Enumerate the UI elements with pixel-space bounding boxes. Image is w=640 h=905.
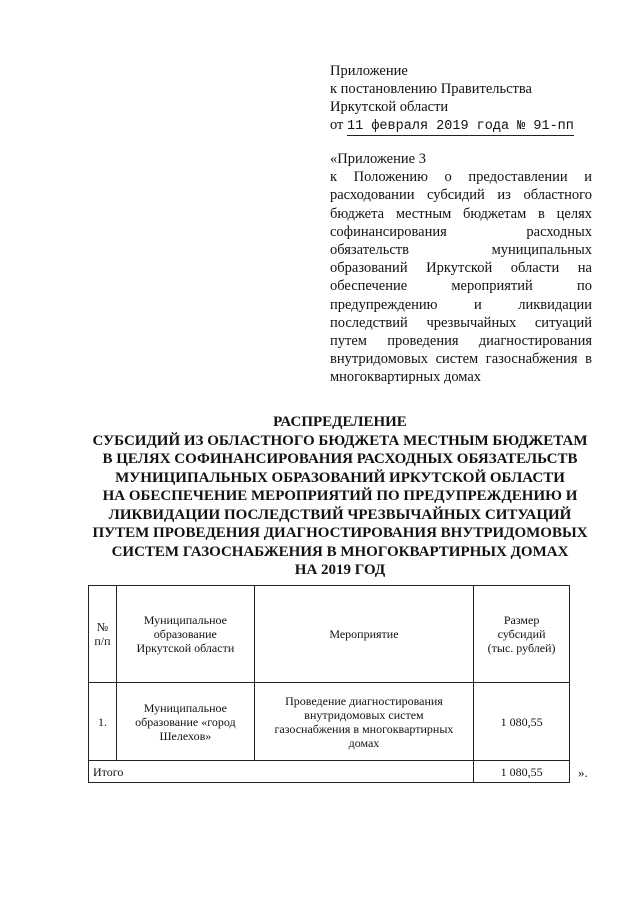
title-line: В ЦЕЛЯХ СОФИНАНСИРОВАНИЯ РАСХОДНЫХ ОБЯЗАТЕЛЬСТВ — [102, 451, 578, 467]
header-amount-line: Размер — [503, 613, 540, 627]
total-amount: 1 080,55 — [474, 761, 570, 783]
header-num-line: п/п — [94, 634, 111, 648]
row-activity-line: внутридомовых систем — [304, 707, 424, 722]
header-municipality-line: Иркутской области — [136, 641, 235, 655]
row-amount: 1 080,55 — [474, 683, 570, 761]
appendix-line: путем проведения диагностирования — [330, 332, 592, 349]
row-activity-line: газоснабжения в многоквартирных — [274, 721, 454, 736]
header-municipality-line: образование — [153, 627, 217, 641]
appendix-line: софинансирования расходных — [330, 223, 592, 240]
header-amount — [474, 586, 570, 683]
header-amount-line: субсидий — [497, 627, 546, 641]
row-activity-line: Проведение диагностирования — [285, 693, 443, 708]
appendix-line: многоквартирных домах — [330, 369, 482, 386]
closing-quote: ». — [578, 765, 588, 780]
title-line: РАСПРЕДЕЛЕНИЕ — [273, 414, 407, 430]
title-line: НА 2019 ГОД — [294, 562, 386, 578]
total-label: Итого — [89, 761, 474, 783]
header-activity-line: Мероприятие — [329, 627, 399, 641]
header-date-line — [330, 116, 574, 136]
table-header-row — [89, 586, 570, 683]
header-date-value: 11 февраля 2019 года № 91-пп — [347, 119, 574, 134]
row-num: 1. — [89, 683, 117, 761]
appendix-line: образований Иркутской области на — [330, 260, 592, 277]
header-line-1: Приложение — [330, 63, 408, 79]
header-num — [89, 586, 117, 683]
header-activity — [254, 586, 473, 683]
row-activity-line: домах — [348, 735, 380, 750]
header-municipality — [116, 586, 254, 683]
row-activity — [254, 683, 473, 761]
title-line: МУНИЦИПАЛЬНЫХ ОБРАЗОВАНИЙ ИРКУТСКОЙ ОБЛАСТИ — [115, 469, 565, 486]
document-title — [60, 413, 620, 580]
subsidy-table — [88, 585, 570, 783]
appendix-line: «Приложение 3 — [330, 151, 426, 167]
appendix-line: обеспечение мероприятий по — [330, 278, 592, 295]
header-num-line: № — [96, 620, 109, 634]
title-line: ЛИКВИДАЦИИ ПОСЛЕДСТВИЙ ЧРЕЗВЫЧАЙНЫХ СИТУАЦИЙ — [108, 506, 572, 523]
header-date-prefix: от — [330, 117, 348, 133]
row-municipality-line: Муниципальное — [143, 700, 227, 715]
appendix-block — [330, 150, 592, 386]
appendix-line: бюджета местным бюджетам в целях — [330, 205, 592, 222]
header-municipality-line: Муниципальное — [143, 613, 227, 627]
appendix-line: последствий чрезвычайных ситуаций — [330, 314, 592, 331]
header-line-3: Иркутской области — [330, 99, 449, 115]
title-line: ПУТЕМ ПРОВЕДЕНИЯ ДИАГНОСТИРОВАНИЯ ВНУТРИДОМОВЫХ — [92, 525, 588, 541]
row-municipality-line: Шелехов» — [159, 728, 212, 743]
appendix-line: расходовании субсидий из областного — [330, 187, 592, 204]
title-line: СИСТЕМ ГАЗОСНАБЖЕНИЯ В МНОГОКВАРТИРНЫХ ДОМАХ — [111, 543, 569, 560]
table-row — [89, 683, 570, 761]
appendix-line: предупреждению и ликвидации — [330, 296, 592, 313]
header-amount-line: (тыс. рублей) — [487, 641, 556, 655]
title-line: СУБСИДИЙ ИЗ ОБЛАСТНОГО БЮДЖЕТА МЕСТНЫМ БЮДЖЕТАМ — [92, 432, 588, 449]
appendix-line: обязательств муниципальных — [330, 241, 592, 258]
header-line-2: к постановлению Правительства — [330, 81, 532, 97]
row-municipality — [116, 683, 254, 761]
appendix-line: внутридомовых систем газоснабжения в — [330, 351, 592, 368]
title-line: НА ОБЕСПЕЧЕНИЕ МЕРОПРИЯТИЙ ПО ПРЕДУПРЕЖДЕНИЮ И — [102, 488, 578, 504]
appendix-line: к Положению о предоставлении и — [330, 169, 592, 186]
table-total-row — [89, 761, 570, 783]
row-municipality-line: образование «город — [135, 714, 236, 729]
